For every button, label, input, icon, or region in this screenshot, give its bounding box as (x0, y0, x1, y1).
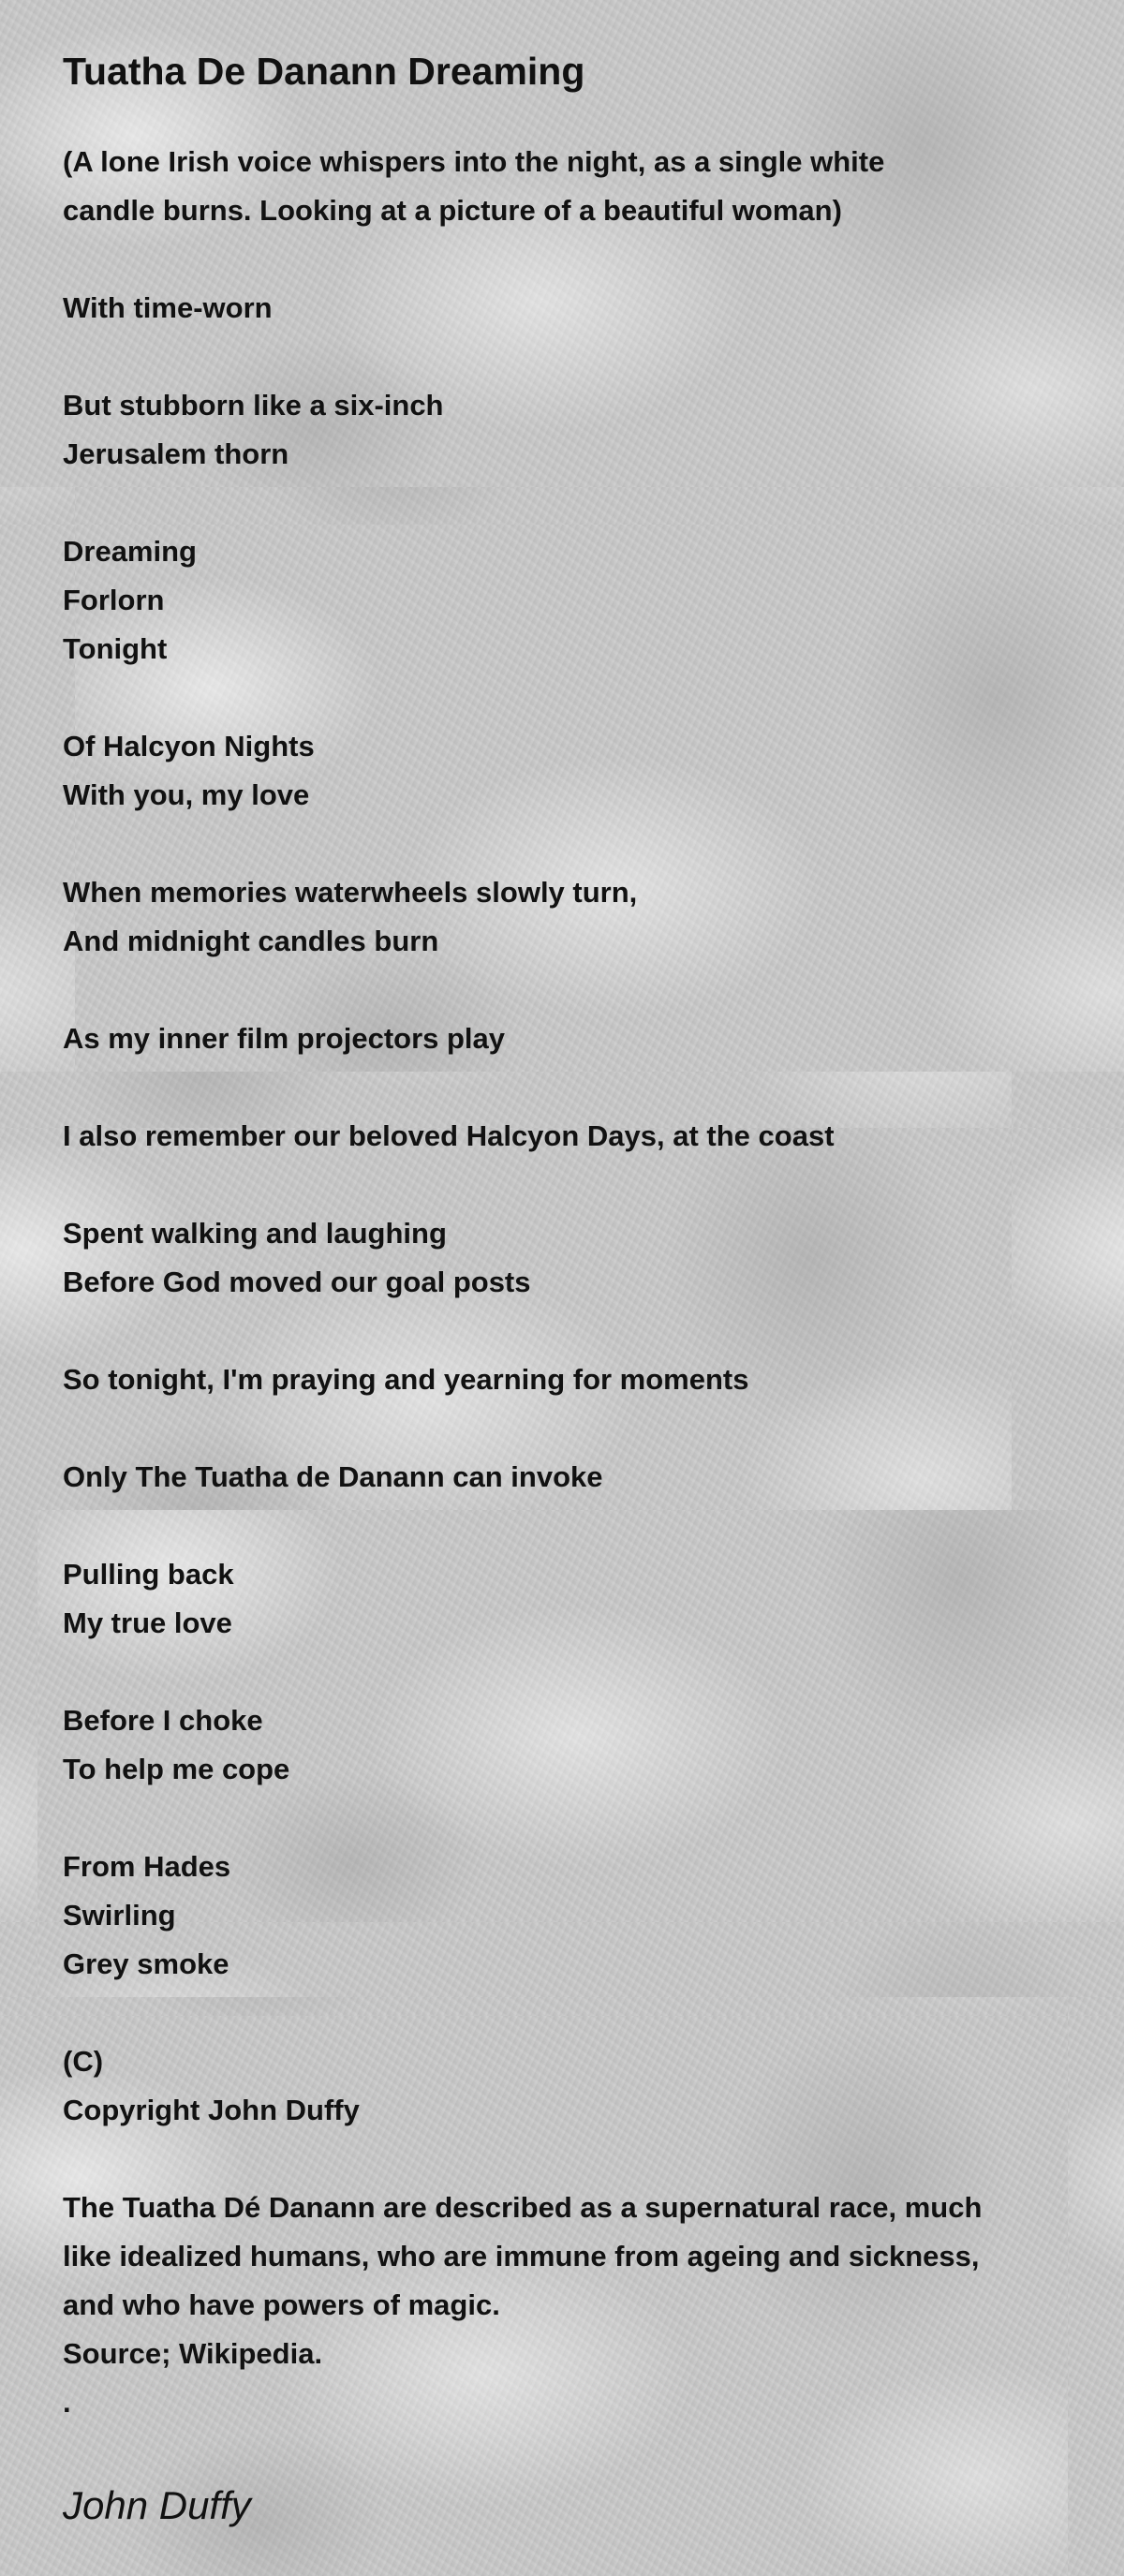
poem-line: Tonight (63, 632, 168, 665)
poem-stanza (63, 381, 1061, 479)
poem-title: Tuatha De Danann Dreaming (63, 50, 585, 93)
poem-stanza (63, 722, 1061, 820)
poem-body (63, 138, 1061, 2427)
poem-line: But stubborn like a six-inch (63, 389, 444, 422)
poem-stanza (63, 1112, 1061, 1161)
poem-line: like idealized humans, who are immune from ageing and sickness, (63, 2240, 980, 2273)
poem-line: Copyright John Duffy (63, 2094, 360, 2126)
poem-line: My true love (63, 1606, 232, 1639)
poem-stanza (63, 284, 1061, 333)
poem-line: Spent walking and laughing (63, 1217, 447, 1250)
poem-line: (C) (63, 2045, 104, 2078)
poem-stanza (63, 868, 1061, 966)
poem-line: Pulling back (63, 1558, 234, 1591)
poem-line: When memories waterwheels slowly turn, (63, 876, 638, 909)
poem-line: The Tuatha Dé Danann are described as a supernatural race, much (63, 2191, 983, 2224)
poem-line: To help me cope (63, 1753, 290, 1785)
poem-line: Jerusalem thorn (63, 437, 289, 470)
author-signature: John Duffy (63, 2483, 251, 2527)
poem-line: Grey smoke (63, 1947, 229, 1980)
poem-stanza (63, 1014, 1061, 1063)
poem-line: And midnight candles burn (63, 925, 439, 957)
poem-line: . (63, 2386, 71, 2419)
poem-stanza (63, 1453, 1061, 1502)
poem-stanza (63, 527, 1061, 674)
poem-line: I also remember our beloved Halcyon Days, at the coast (63, 1119, 835, 1152)
poem-line: Of Halcyon Nights (63, 730, 315, 762)
poem-line: As my inner film projectors play (63, 1022, 506, 1055)
poem-line: Dreaming (63, 535, 197, 568)
poem-stanza (63, 138, 1061, 235)
poem-line: Only The Tuatha de Danann can invoke (63, 1460, 603, 1493)
poem-line: Forlorn (63, 584, 165, 616)
poem-stanza (63, 1843, 1061, 1989)
poem-line: (A lone Irish voice whispers into the night, as a single white (63, 145, 885, 178)
poem-line: candle burns. Looking at a picture of a beautiful woman) (63, 194, 842, 227)
poem-line: So tonight, I'm praying and yearning for moments (63, 1363, 749, 1396)
poem-stanza (63, 1355, 1061, 1404)
poem-line: Before I choke (63, 1704, 263, 1737)
poem-line: Swirling (63, 1899, 176, 1932)
poem-stanza (63, 1696, 1061, 1794)
poem-stanza (63, 1209, 1061, 1307)
poem-line: Source; Wikipedia. (63, 2337, 323, 2370)
poem-stanza (63, 1550, 1061, 1648)
poem-line: From Hades (63, 1850, 231, 1883)
poem-line: With you, my love (63, 778, 310, 811)
poem-stanza (63, 2184, 1061, 2427)
poem-line: With time-worn (63, 291, 273, 324)
poem-line: Before God moved our goal posts (63, 1266, 531, 1298)
poem-stanza (63, 2037, 1061, 2135)
poem-line: and who have powers of magic. (63, 2288, 500, 2321)
